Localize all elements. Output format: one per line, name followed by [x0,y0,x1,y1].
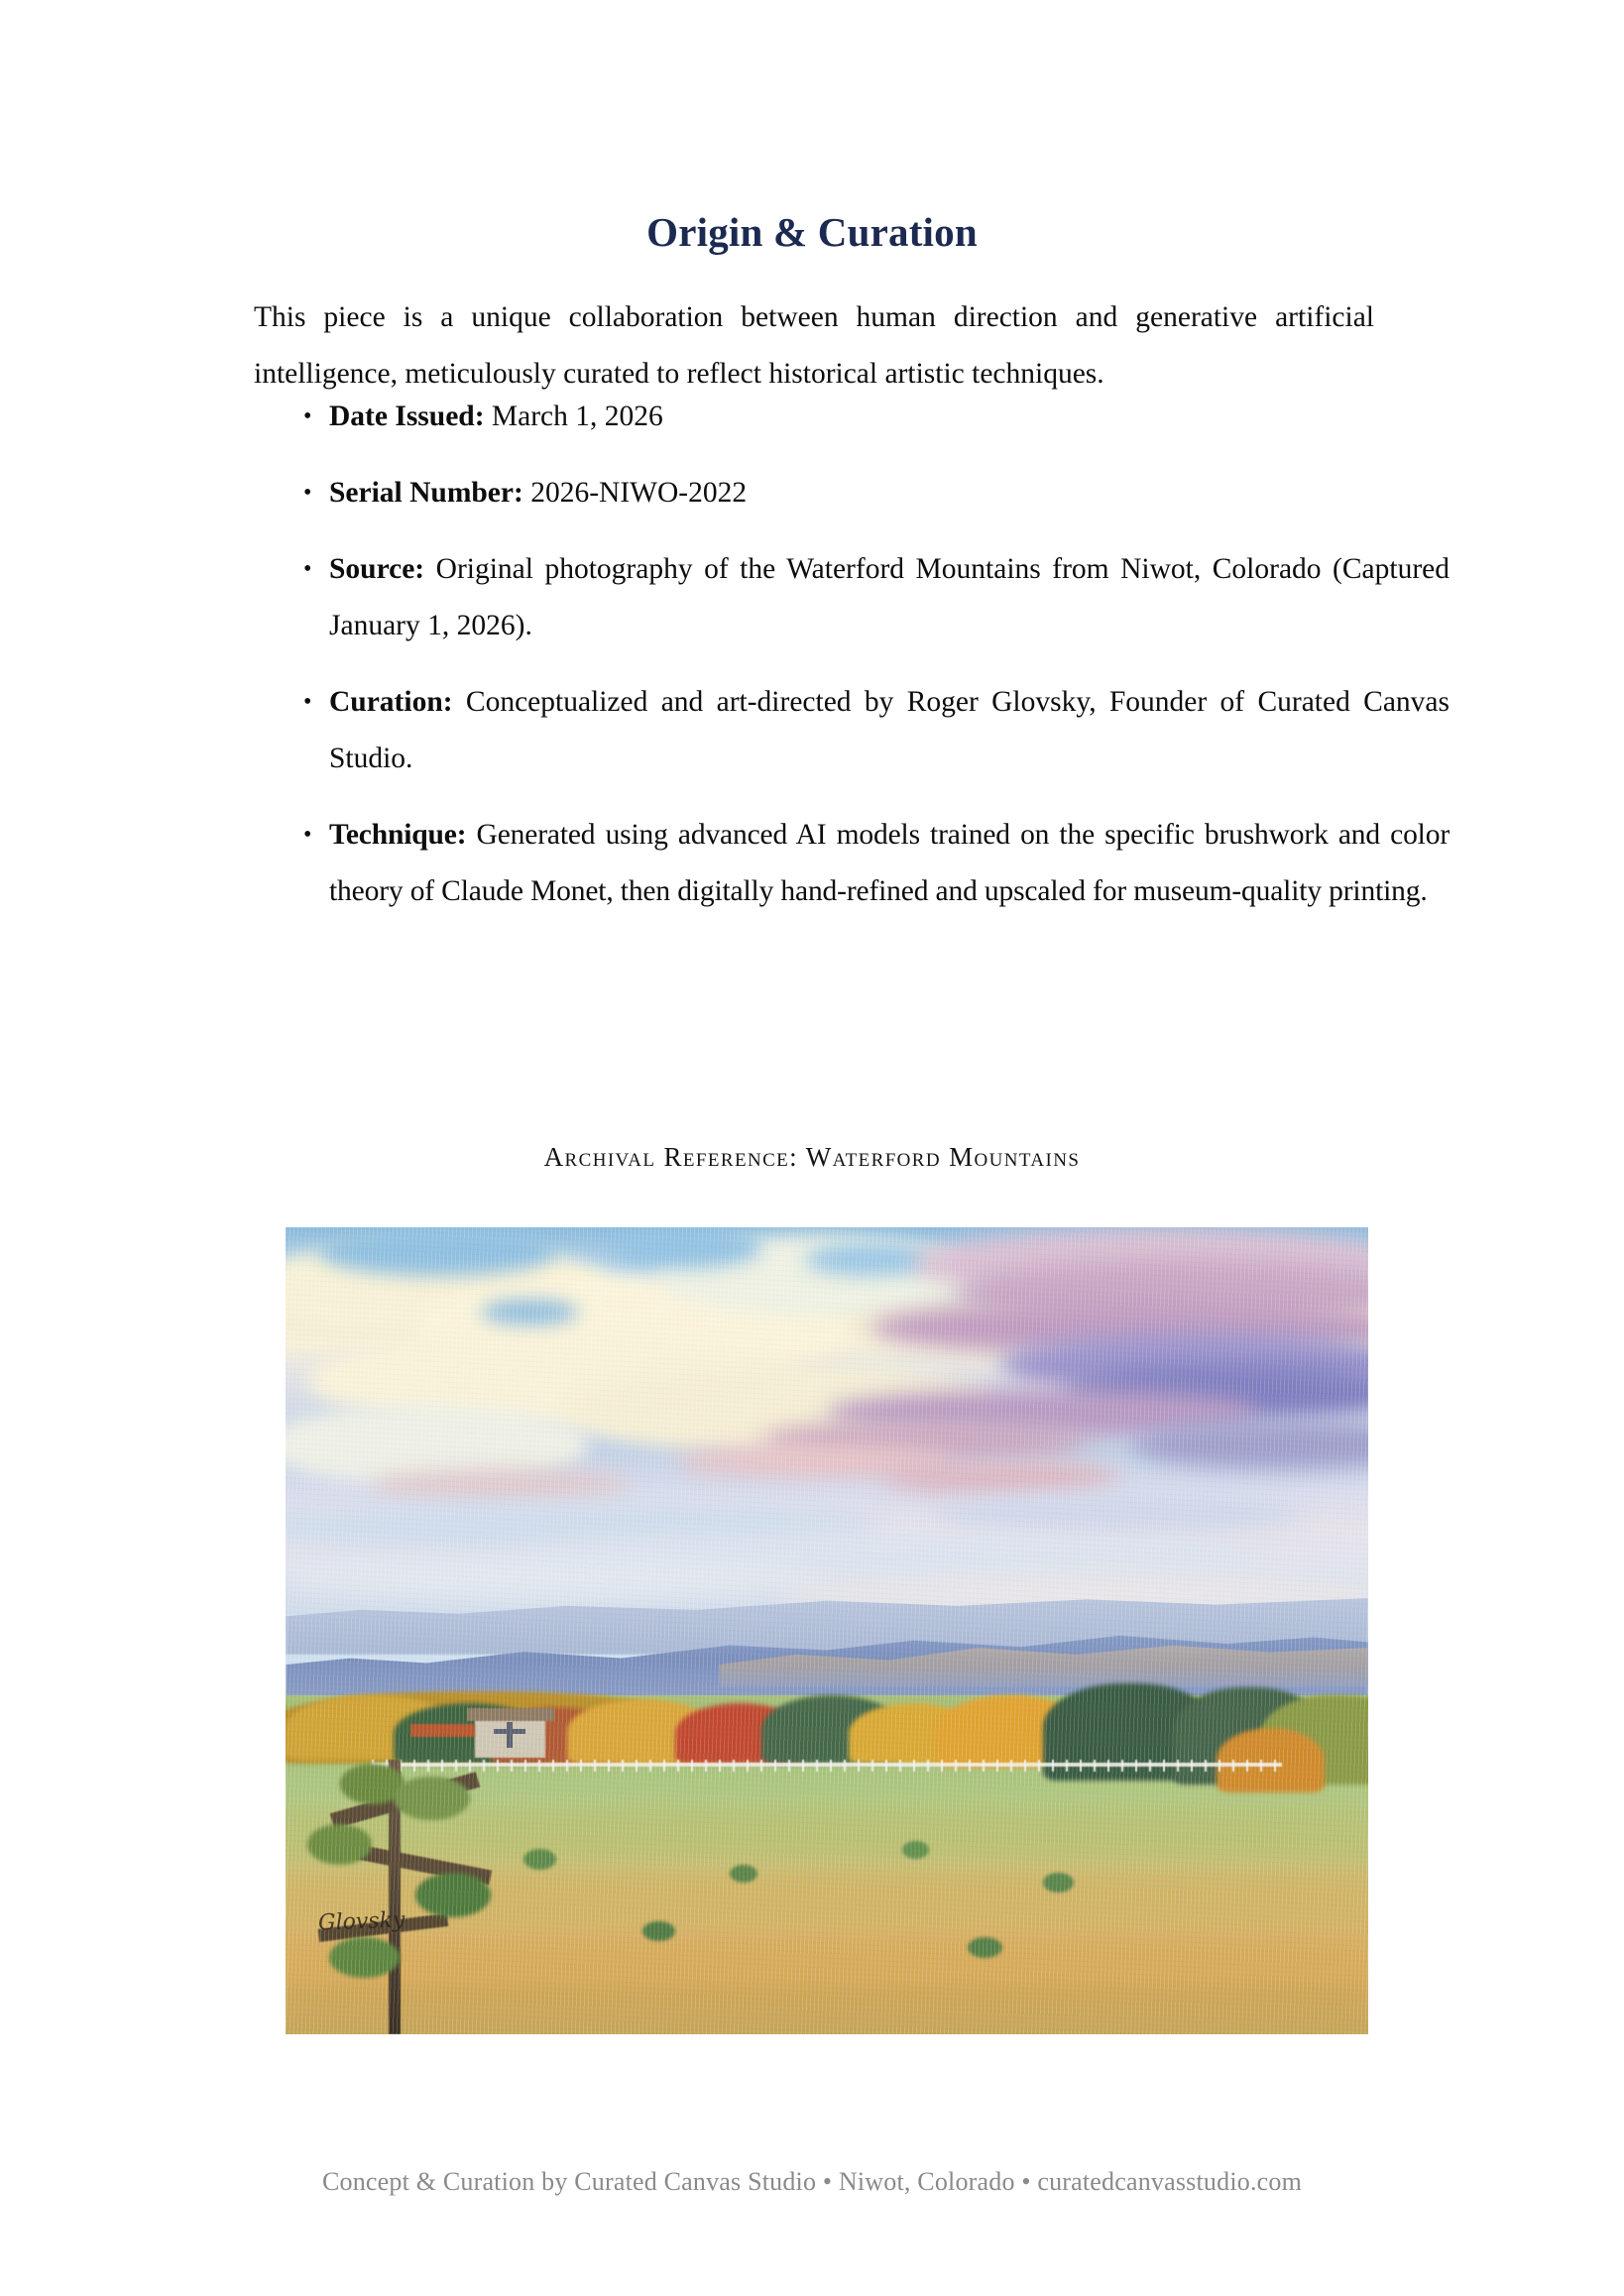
list-item-label: Source: [329,553,425,585]
sky-gap [481,1300,578,1323]
sky-gap [611,1227,762,1268]
cross-icon [494,1729,526,1733]
page-title: Origin & Curation [646,209,978,256]
bullet-icon: • [303,480,312,506]
bullet-icon: • [303,556,312,582]
cloud-band [881,1461,1119,1494]
details-list [254,389,1450,940]
shrub [902,1841,928,1859]
shrub [730,1865,757,1883]
grass-band [286,1986,1368,2034]
cloud-band [372,1469,632,1502]
list-item-value: March 1, 2026 [484,401,663,432]
cloud-band [935,1494,1303,1535]
artist-signature: Glovsky [317,1907,406,1936]
cloud-band [286,1558,827,1599]
watercolor-landscape-painting [286,1227,1368,2034]
list-item-value: Generated using advanced AI models trained on the specific brushwork and color theory of Claude Monet, then digitally hand-refined and upscaled for museum-quality printing. [329,819,1450,907]
tree-foliage [329,1937,400,1978]
list-item-label: Date Issued: [329,401,485,432]
shrub [523,1849,556,1870]
bullet-icon: • [303,689,312,715]
tree-foliage [415,1873,491,1917]
shrub [642,1921,675,1941]
bullet-icon: • [303,403,312,429]
barn-roof [467,1708,553,1721]
list-item [254,807,1450,920]
list-item-value: Conceptualized and art-directed by Roger Glovsky, Founder of Curated Canvas Studio. [329,686,1450,774]
list-item-value: 2026-NIWO-2022 [522,477,748,509]
list-item-label: Serial Number: [329,477,523,509]
list-item [254,541,1450,654]
intro-paragraph: This piece is a unique collaboration between human direction and generative artificial intelligence, meticulously curated to reflect historical artistic techniques. [254,300,1374,390]
cross-icon [507,1722,514,1748]
list-item-label: Curation: [329,686,453,718]
sky-gap [318,1227,556,1276]
list-item [254,389,1374,445]
tree-foliage [394,1777,469,1821]
list-item-label: Technique: [329,819,467,851]
tree-foliage [307,1824,373,1865]
shrub [1043,1873,1074,1893]
artwork-image [286,1227,1368,2034]
list-item [254,674,1450,787]
page-footer: Concept & Curation by Curated Canvas Studio • Niwot, Colorado • curatedcanvasstudio.com [321,2167,1303,2196]
bullet-icon: • [303,822,312,848]
list-item [254,465,1374,521]
fence-posts [372,1760,1281,1771]
figure-caption: Archival Reference: Waterford Mountains [543,1142,1081,1172]
list-item-value: Original photography of the Waterford Mountains from Niwot, Colorado (Captured January 1, 2026). [329,553,1450,641]
house-roof [410,1724,476,1736]
